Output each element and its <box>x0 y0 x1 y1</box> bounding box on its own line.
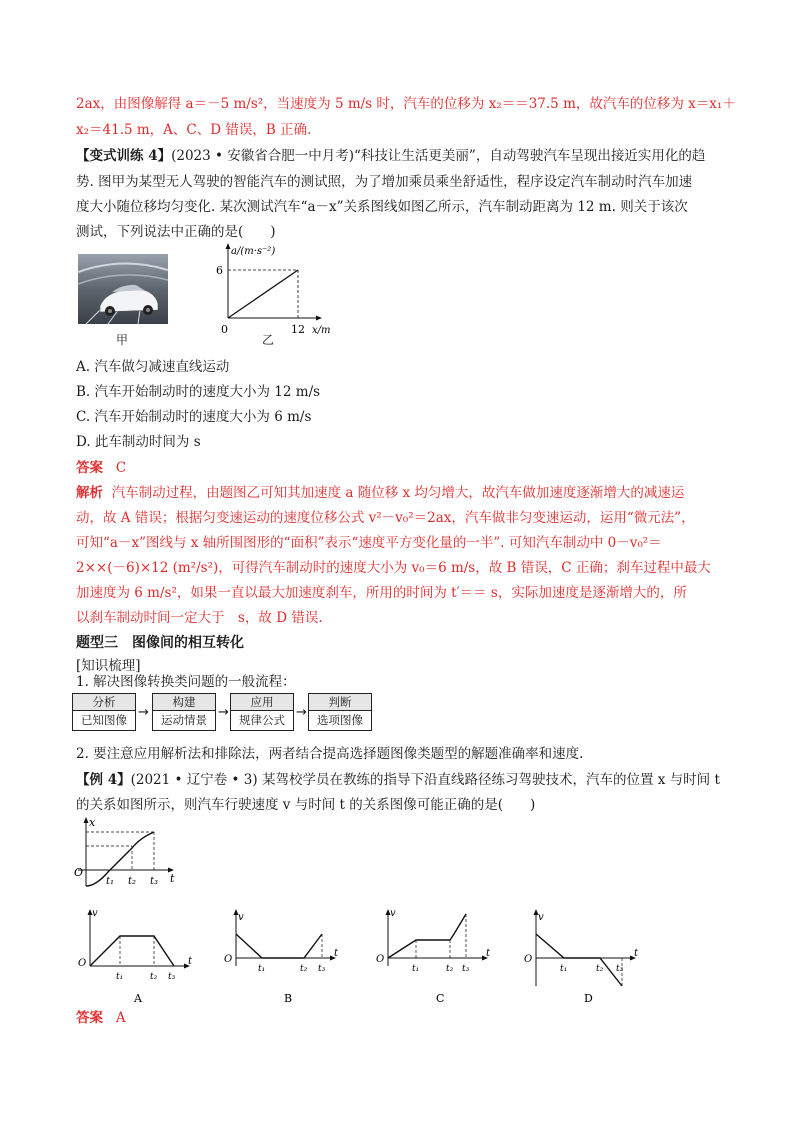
example-line-2: 的关系如图所示，则汽车行驶速度 v 与时间 t 的关系图像可能正确的是( ) <box>76 797 536 813</box>
flow-box-2 <box>152 693 216 731</box>
xt-t2: t₂ <box>128 876 137 887</box>
choice-a-t3: t₃ <box>168 972 176 982</box>
item-1: 1. 解决图像转换类问题的一般流程： <box>76 674 296 690</box>
analysis-text-1: 汽车制动过程，由题图乙可知其加速度 a 随位移 x 均匀增大，故汽车做加速度逐渐增大的减速运 <box>111 485 685 501</box>
option-a: A. 汽车做匀减速直线运动 <box>76 359 230 375</box>
flow-box-4-bottom: 选项图像 <box>317 713 363 727</box>
choice-d-t1: t₁ <box>560 964 568 974</box>
choice-d-vlabel: v <box>538 912 544 923</box>
section-title: 题型三 图像间的相互转化 <box>76 635 244 651</box>
answer-2-value: A <box>115 1010 126 1026</box>
choice-c-caption: C <box>436 992 445 1005</box>
choice-b-caption: B <box>284 992 293 1005</box>
variant-line-1 <box>76 146 705 166</box>
flow-box-2-top: 构建 <box>153 694 215 711</box>
option-d: D. 此车制动时间为 s <box>76 434 201 450</box>
choice-a-caption: A <box>134 992 142 1005</box>
ax-x-tick: 12 <box>291 323 305 336</box>
choice-c-origin: O <box>376 954 385 965</box>
xt-graph <box>70 816 190 892</box>
choice-c-t1: t₁ <box>412 964 420 974</box>
ax-y-arrow <box>226 243 231 249</box>
graph-caption: 乙 <box>262 333 275 347</box>
choice-graph-b <box>222 906 344 1006</box>
analysis-line-3: 可知“a－x”图线与 x 轴所围图形的“面积”表示“速度平方变化量的一半”. 可知汽车制动中 0－v₀²＝ <box>76 535 662 551</box>
knowledge-heading: [知识梳理] <box>76 658 141 674</box>
ax-y-label: a/(m·s⁻²) <box>231 246 276 257</box>
choice-b-origin: O <box>224 954 233 965</box>
xt-t3: t₃ <box>150 876 159 887</box>
choice-d-t3: t₃ <box>616 964 624 974</box>
ax-x-arrow <box>316 316 322 321</box>
flow-box-2-bottom: 运动情景 <box>161 713 207 727</box>
flow-arrow-icon: → <box>218 705 229 720</box>
choice-graph-a <box>76 906 198 1006</box>
choice-graph-c <box>374 906 496 1006</box>
xt-y-arrow <box>84 817 89 823</box>
variant-tag: 【变式训练 4】 <box>76 148 172 164</box>
flow-box-4 <box>308 693 372 731</box>
choice-b-t1: t₁ <box>258 964 266 974</box>
choice-c-line <box>388 914 466 958</box>
ax-x-label: x/m <box>312 325 331 336</box>
analysis-line-5: 加速度为 6 m/s²，如果一直以最大加速度刹车，所用的时间为 t′＝＝ s，实际加速度是逐渐增大的，所 <box>76 585 687 601</box>
answer-1 <box>76 458 126 478</box>
variant-source: (2023 • 安徽省合肥一中月考)“科技让生活更美丽”，自动驾驶汽车呈现出接近实用化的趋 <box>171 148 706 164</box>
variant-line-3: 度大小随位移均匀变化. 某次测试汽车“a－x”关系图线如图乙所示，汽车制动距离为 12 m. 则关于该次 <box>76 199 688 215</box>
variant-line-4: 测试，下列说法中正确的是( ) <box>76 224 276 240</box>
flow-box-1 <box>72 693 136 731</box>
ax-line <box>228 270 298 318</box>
choice-d-line <box>536 934 622 986</box>
answer-2-label: 答案 <box>76 1010 103 1026</box>
choice-b-t3: t₃ <box>318 964 326 974</box>
xt-xlabel: t <box>170 872 175 885</box>
choice-b-vlabel: v <box>238 912 244 923</box>
xt-ylabel: x <box>89 816 96 829</box>
choice-d-t2: t₂ <box>596 964 604 974</box>
option-b: B. 汽车开始制动时的速度大小为 12 m/s <box>76 384 321 400</box>
analysis-label: 解析 <box>76 485 103 501</box>
flow-box-1-bottom: 已知图像 <box>81 713 127 727</box>
solution-line-2: x₂＝41.5 m，A、C、D 错误，B 正确. <box>76 122 312 138</box>
flow-box-1-top: 分析 <box>73 694 135 711</box>
flow-box-4-top: 判断 <box>309 694 371 711</box>
item-2: 2. 要注意应用解析法和排除法，两者结合提高选择题图像类题型的解题准确率和速度. <box>76 746 584 762</box>
example-tag: 【例 4】 <box>76 772 131 788</box>
flow-arrow-icon: → <box>138 705 149 720</box>
answer-1-label: 答案 <box>76 460 103 476</box>
xt-origin: O <box>74 866 84 879</box>
analysis-line-6: 以刹车制动时间一定大于 s，故 D 错误. <box>76 610 323 626</box>
example-source: (2021 • 辽宁卷 • 3) 某驾校学员在教练的指导下沿直线路径练习驾驶技术，汽车的位置 x 与时间 t <box>130 772 720 788</box>
choice-b-line <box>236 934 322 958</box>
choice-c-tlabel: t <box>486 948 491 959</box>
flow-box-3 <box>230 693 294 731</box>
analysis-line-2: 动，故 A 错误；根据匀变速运动的速度位移公式 v²－v₀²＝2ax，汽车做非匀变速运动，运用“微元法”， <box>76 510 695 526</box>
car-photo <box>78 254 168 324</box>
example-line-1 <box>76 770 720 790</box>
ax-origin: 0 <box>221 323 228 336</box>
ax-graph <box>196 240 356 352</box>
xt-t1: t₁ <box>106 876 115 887</box>
photo-caption: 甲 <box>116 333 129 347</box>
solution-line-1: 2ax，由图像解得 a＝－5 m/s²，当速度为 5 m/s 时，汽车的位移为 x₂＝＝37.5 m，故汽车的位移为 x＝x₁＋ <box>76 96 736 112</box>
choice-c-t3: t₃ <box>462 964 470 974</box>
option-c: C. 汽车开始制动时的速度大小为 6 m/s <box>76 409 312 425</box>
variant-line-2: 势. 图甲为某型无人驾驶的智能汽车的测试照，为了增加乘员乘坐舒适性，程序设定汽车制动时汽车加速 <box>76 174 693 190</box>
analysis-line-1 <box>76 483 684 503</box>
choice-a-t1: t₁ <box>116 972 124 982</box>
answer-1-value: C <box>115 460 127 476</box>
flow-arrow-icon: → <box>296 705 307 720</box>
choice-graph-d <box>522 906 644 1006</box>
choice-d-caption: D <box>584 992 593 1005</box>
choice-d-origin: O <box>524 954 533 965</box>
flow-box-3-bottom: 规律公式 <box>239 713 285 727</box>
choice-a-tlabel: t <box>188 956 193 967</box>
flow-diagram <box>72 693 372 735</box>
xt-curve <box>86 832 154 886</box>
choice-c-vlabel: v <box>390 908 396 919</box>
ax-y-tick: 6 <box>216 264 223 277</box>
choice-a-t2: t₂ <box>150 972 158 982</box>
answer-2 <box>76 1008 126 1028</box>
choice-c-t2: t₂ <box>446 964 454 974</box>
choice-b-tlabel: t <box>334 948 339 959</box>
choice-d-tlabel: t <box>634 948 639 959</box>
choice-b-t2: t₂ <box>300 964 308 974</box>
choice-a-line <box>90 936 174 966</box>
analysis-line-4: 2××(－6)×12 (m²/s²)，可得汽车制动时的速度大小为 v₀＝6 m/s，故 B 错误，C 正确；刹车过程中最大 <box>76 560 711 576</box>
flow-box-3-top: 应用 <box>231 694 293 711</box>
choice-a-origin: O <box>78 958 87 969</box>
choice-a-vlabel: v <box>92 908 98 919</box>
